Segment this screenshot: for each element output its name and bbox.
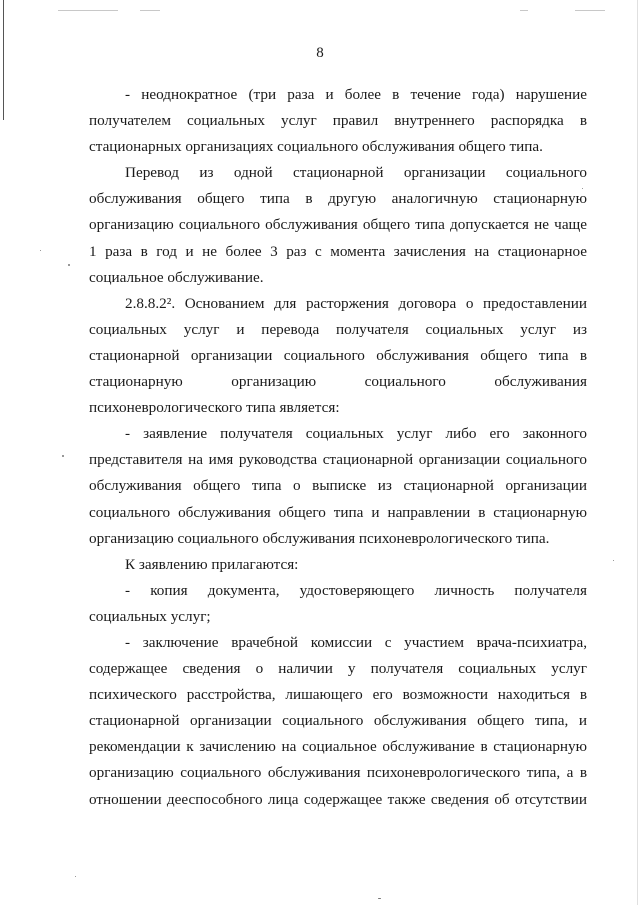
text-line: рекомендации к зачислению на социальное обслуживание в стационарную — [89, 738, 587, 756]
document-body — [89, 82, 587, 813]
text-line: организацию социального обслуживания психоневрологического типа. — [89, 529, 550, 547]
scan-speck — [40, 250, 41, 251]
text-line: обслуживания общего типа о выписке из стационарной организации — [89, 477, 587, 495]
text-line: стационарной организации социального обслуживания общего типа, и — [89, 712, 587, 730]
text-line: - заключение врачебной комиссии с участием врача-психиатра, — [125, 633, 587, 651]
scan-top-mark — [520, 10, 528, 11]
scan-speck — [75, 876, 76, 877]
text-line: 2.8.8.2². Основанием для расторжения договора о предоставлении — [125, 294, 587, 312]
text-line: представителя на имя руководства стационарной организации социального — [89, 451, 587, 469]
text-line: - копия документа, удостоверяющего личность получателя — [125, 581, 587, 599]
text-line: социальное обслуживание. — [89, 268, 264, 286]
scan-top-mark — [58, 10, 118, 11]
page-number: 8 — [316, 45, 324, 61]
text-line: организацию социального обслуживания общего типа допускается не чаще — [89, 216, 587, 234]
text-line: организацию социального обслуживания психоневрологического типа, а в — [89, 764, 587, 782]
text-line: содержащее сведения о наличии у получателя социальных услуг — [89, 660, 587, 678]
text-line: стационарную организацию социального обслуживания — [89, 373, 587, 391]
text-line: К заявлению прилагаются: — [125, 555, 299, 573]
scan-speck — [378, 898, 381, 899]
text-line: получателем социальных услуг правил внутреннего распорядка в — [89, 112, 587, 130]
text-line: стационарных организациях социального обслуживания общего типа. — [89, 138, 543, 156]
text-line: социальных услуг и перевода получателя социальных услуг из — [89, 320, 587, 338]
scan-top-mark — [575, 10, 605, 11]
text-line: - заявление получателя социальных услуг либо его законного — [125, 425, 587, 443]
scan-speck — [62, 455, 64, 457]
text-line: социального обслуживания общего типа и направлении в стационарную — [89, 503, 587, 521]
scan-top-mark — [140, 10, 160, 11]
scan-speck — [613, 560, 614, 561]
text-line: - неоднократное (три раза и более в течение года) нарушение — [125, 86, 587, 103]
text-line: обслуживания общего типа в другую аналогичную стационарную — [89, 190, 587, 208]
text-line: социальных услуг; — [89, 607, 211, 625]
text-line: Перевод из одной стационарной организации социального — [125, 164, 587, 182]
scan-edge-right — [637, 0, 638, 905]
text-line: психического расстройства, лишающего его возможности находиться в — [89, 686, 587, 704]
scan-speck — [68, 264, 70, 266]
text-line: стационарной организации социального обслуживания общего типа в — [89, 346, 587, 364]
text-line: 1 раза в год и не более 3 раз с момента зачисления на стационарное — [89, 242, 587, 260]
text-line: отношении дееспособного лица содержащее также сведения об отсутствии — [89, 790, 587, 808]
text-line: психоневрологического типа является: — [89, 399, 340, 417]
